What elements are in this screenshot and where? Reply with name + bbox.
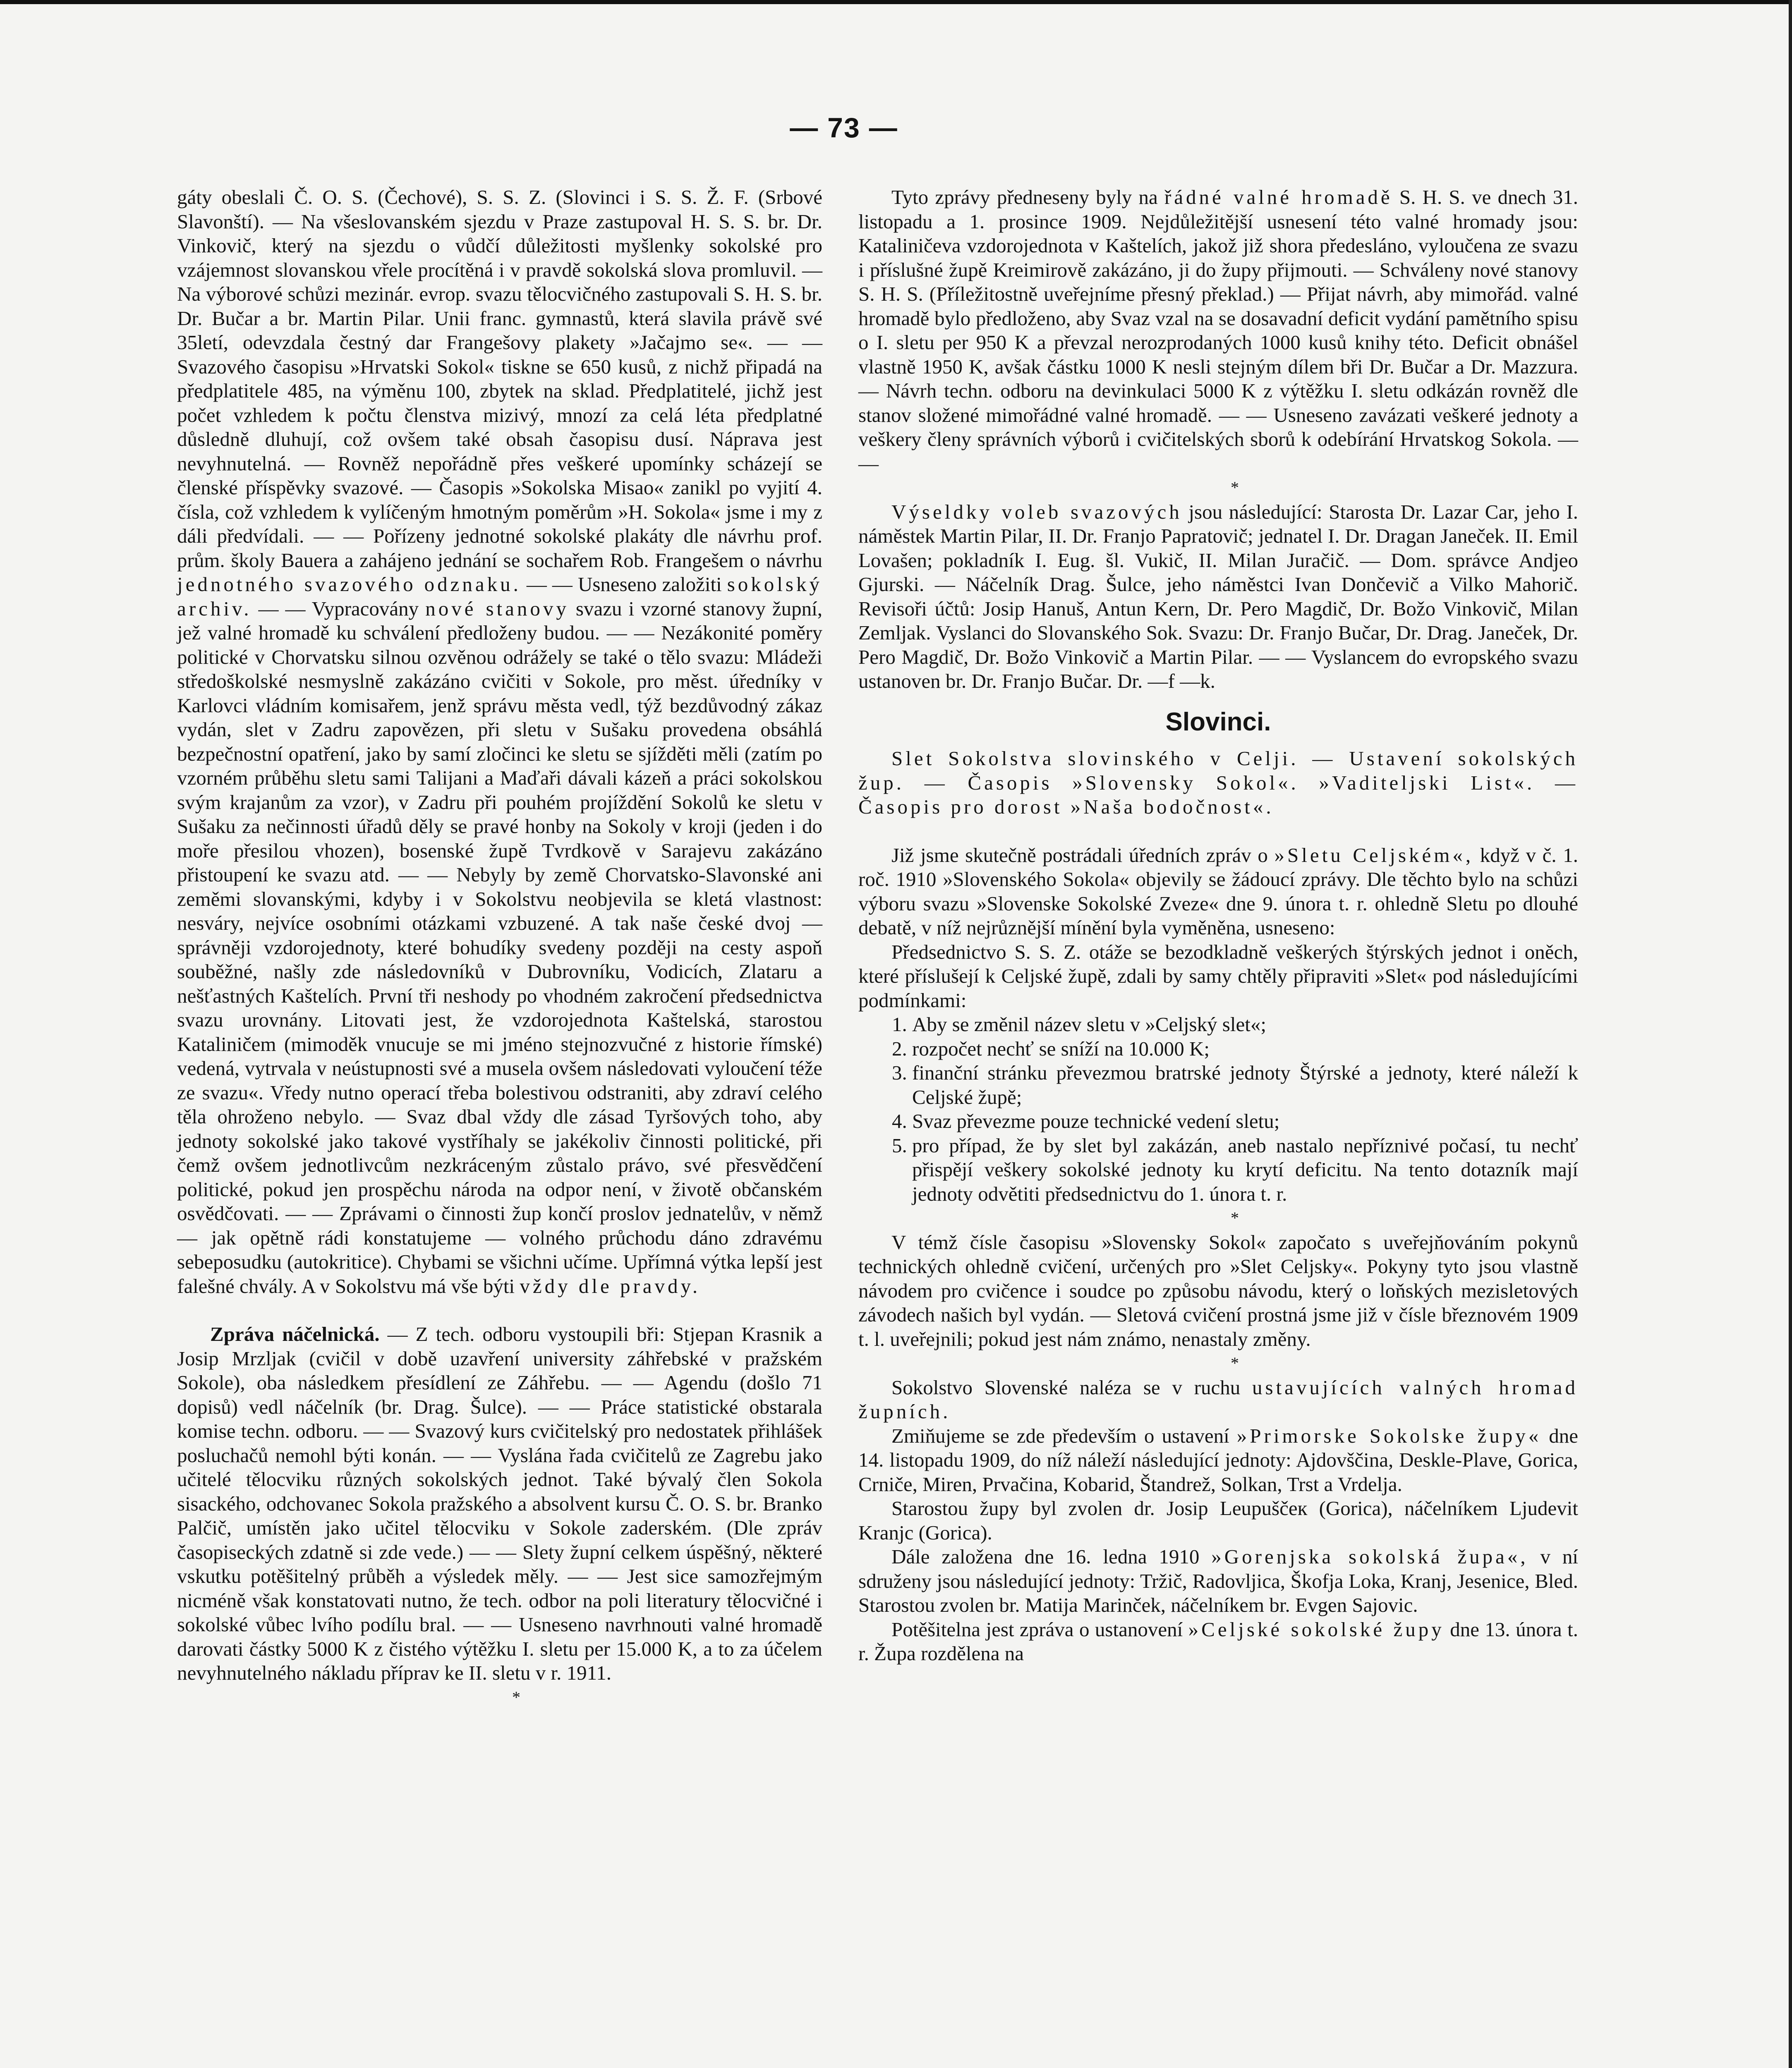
list-item: 4. Svaz převezme pouze technické vedení sletu; [912, 1109, 1578, 1134]
right-paragraph-elections [858, 500, 1578, 694]
separator-asterisk: * [1231, 478, 1239, 497]
text-run: — — Vypracovány [252, 597, 426, 620]
spaced-text: vždy dle pravdy. [520, 1274, 701, 1297]
text-run: — — Usneseno založiti [521, 573, 727, 596]
text-run: Již jsme skutečně postrádali úředních zpráv o [891, 843, 1268, 866]
list-item: 1. Aby se změnil název sletu v »Celjský slet«; [912, 1012, 1578, 1037]
spaced-text: ustavujících valných hromad župních. [858, 1376, 1579, 1423]
spaced-text: »Sletu Celjském«, [1274, 843, 1474, 866]
list-item: 2. rozpočet nechť se sníží na 10.000 K; [912, 1037, 1578, 1061]
text-run: dne 13. února t. r. Župa rozdělena na [858, 1618, 1578, 1665]
right-paragraph-celjska [858, 1618, 1578, 1666]
signature: Dr. —f —k. [1117, 670, 1215, 692]
spaced-text: sokolský archiv. [177, 573, 822, 620]
text-run: Potěšitelna jest zpráva o ustanovení [891, 1618, 1183, 1641]
right-paragraph-1 [858, 185, 1578, 476]
text-run: v ní sdruženy jsou následující jednoty: Tržič, Radovljica, Škofja Loka, Kranj, Jesenice, Bled. Starostou zvolen br. Matija Marinček, náčelníkem br. Evgen Sajovic. [858, 1545, 1579, 1616]
spaced-text: jednotného svazového odznaku. [177, 573, 521, 596]
text-run: gáty obeslali Č. O. S. (Čechové), S. S. Z. (Slovinci i S. S. Ž. F. (Srbové Slavonští). — Na všeslovanském sjezdu v Praze zastupoval H. S. S. br. Dr. Vinkovič, který na sjezdu o vůdčí důležitosti myšlenky sokolské pro vzájemnost slovanskou vřele procítěná i v pravdě sokolská slova promluvil. — Na výborové schůzi mezinár. evrop. svazu tělocvičného zastupovali S. H. S. br. Dr. Bučar a br. Martin Pilar. Unii franc. gymnastů, která slavila právě své 35letí, odevzdala čestný dar Frangešovy plakety »Jačajmo se«. — — Svazového časopisu »Hrvatski Sokol« tiskne se 650 kusů, z nichž připadá na předplatitele 485, na výměnu 100, zbytek na sklad. Předplatitelé, jichž jest počet vzhledem k počtu členstva mizivý, mnozí za celá léta předplatné důsledně dluhují, což ovšem také obsah časopisu dusí. Náprava jest nevyhnutelná. — Rovněž nepořádně přes veškeré upomínky scházejí se členské příspěvky svazové. — Časopis »Sokolska Misao« zanikl po vyjití 4. čísla, což vzhledem k vylíčeným hmotným poměrům »H. Sokola« jsme i my z dáli předvídali. — — Pořízeny jednotné sokolské plakáty dle návrhu prof. prům. školy Bauera a zahájeno jednání se sochařem Rob. Frangešem o návrhu [177, 186, 822, 572]
list-item: 3. finanční stránku převezmou bratrské jednoty Štýrské a jednoty, které náleží k Celjské župě; [912, 1061, 1578, 1109]
text-run: když v č. 1. roč. 1910 »Slovenského Sokola« objevily se žádoucí zprávy. Dle těchto bylo na schůzi výboru svazu »Slovenske Sokolské Zveze« dne 9. února t. r. ohledně Sletu po dlouhé debatě, v níž nejrůznější mínění byla vyměněna, usneseno: [858, 843, 1579, 939]
scan-right-edge [1789, 0, 1792, 2068]
text-run: svazu i vzorné stanovy župní, jež valné hromadě ku schválení předloženy budou. — — Nezákonité poměry politické v Chorvatsku silnou ozvěnou odrážely se také o tělo svazu: Mládeži středoškolské nesmyslně zakázáno cvičiti v Sokole, pro měst. úředníky v Karlovci vládním komisařem, jenž správu města vedl, týž bezdůvodný zákaz vydán, slet v Zadru zapovězen, při sletu v Sušaku provedena obsáhlá bezpečnostní opatření, jako by samí zločinci ke sletu se sjížděti měli (zatím po vzorném průběhu sletu sami Taliјani a Maďaři dávali kázeň a práci sokolskou svým krajanům za vzor), v Zadru při pouhém projíždění Sokolů ke sletu v Sušaku za nečinnosti úřadů děly se pravé honby na Sokoly v kroji (jeden i do moře přesilou vhozen), bosenské župě Tvrdkově v Sarajevu zakázáno přistoupení ke svazu atd. — — Nebyly by země Chorvatsko-Slavonské ani zeměmi slovanskými, kdyby i v Sokolstvu neobjevila se kletá vlastnost: nesváry, nejvíce osobními otázkami vzbuzené. A tak naše české dvoj — správněji vzdorojednoty, které bohudíky svedeny později na cesty aspoň souběžné, našly zde následovníků v Dubrovníku, Vodicích, Zlataru a nešťastných Kaštelích. První tři neshody po vhodném zakročení předsednictva svazu urovnány. Litovati jest, že vzdorojednota Kaštelská, starostou Kataliničem (mimoděk vnucuje se mi jméno stejnozvučné z historie římské) vedená, vytrvala v neústupnosti své a musela ovšem následovati vyloučení téže ze svazu«. Vředy nutno operací třeba bolestivou odstraniti, aby zdraví celého těla ohroženo nebylo. — Svaz dbal vždy dle zásad Tyršových toho, aby jednoty sokolské jako takové vystříhaly se jakékoliv činnosti politické, při čemž ovšem jednotlivcům nezkráceným zůstalo právo, své přesvědčení politické, pokud jen prospěchu národa na odpor není, v životě občanském osvědčovati. — — Zprávami o činnosti žup končí proslov jednatelův, v němž — jak opětně rádi konstatujeme — volného průchodu dáno zdravému sebeposudku (autokritice). Chybami se všichni učíme. Upřímná výtka lepší jest falešné chvály. A v Sokolstvu má vše býti [177, 597, 822, 1297]
spaced-text: řádné valné hromadě [1164, 186, 1393, 208]
section-summary: Slet Sokolstva slovinského v Celji. — Ustavení sokolských žup. — Časopis »Slovensky Sokol«. »Vaditeljski List«. — Časopis pro dorost »Naša bodočnost«. [858, 747, 1578, 818]
right-paragraph-slet [858, 843, 1578, 940]
text-run: Zmiňujeme se zde především o ustavení [891, 1424, 1229, 1447]
page-number: — 73 — [790, 112, 898, 144]
left-paragraph-2 [177, 1322, 822, 1685]
right-paragraph-zupy [858, 1376, 1578, 1424]
separator-asterisk: * [1231, 1354, 1239, 1372]
text-run: Sokolstvo Slovenské naléza se v ruchu [891, 1376, 1241, 1399]
right-paragraph-primorska [858, 1424, 1578, 1497]
section-lead-heading: Zpráva náčelnická. [210, 1323, 380, 1345]
list-item: 5. pro případ, že by slet byl zakázán, aneb nastalo nepříznivé počasí, tu nechť přispějí veškery sokolské jednoty ku krytí deficitu. Na tento dotazník mají jednoty odvětiti předsednictvu do 1. února t. r. [912, 1134, 1578, 1206]
left-column [177, 185, 822, 1709]
spaced-text: »Gorenjska sokolská župa«, [1211, 1545, 1528, 1568]
conditions-list [858, 1012, 1578, 1206]
spaced-text: »Celjské sokolské župy [1188, 1618, 1445, 1641]
right-paragraph-starosta: Starostou župy byl zvolen dr. Josip Leupuščeк (Gorica), náčelníkem Ljudevit Kranjc (Gorica). [858, 1497, 1578, 1544]
spaced-text: nové stanovy [425, 597, 569, 620]
spaced-text: »Primorske Sokolske župy« [1236, 1424, 1542, 1447]
text-run: S. H. S. ve dnech 31. listopadu a 1. prosince 1909. Nejdůležitější usnesení této valné hromady jsou: Kataliničeva vzdorojednota v Kaštelích, jakož již shora předesláno, vyloučena ze svazu i příslušné župě Kreimirově zakázáno, ji do župy přijmouti. — Schváleny nové stanovy S. H. S. (Příležitostně uveřejníme přesný překlad.) — Přijat návrh, aby mimořád. valné hromadě bylo předloženo, aby Svaz vzal na se dosavadní deficit vydání pamětního spisu o I. sletu per 950 K a převzal nerozprodaných 1000 kusů knihy této. Deficit obnášel vlastně 1950 K, avšak částku 1000 K nesli stejným dílem bři Dr. Bučar a Dr. Mazzura. — Návrh techn. odboru na devinkulaci 5000 K z výtěžku I. sletu odkázán rovněž dle stanov složené mimořádné valné hromadě. — — Usneseno zavázati veškeré jednoty a veškery členy správních výborů i cvičitelských sborů k odebírání Hrvatskog Sokola. — — [858, 186, 1579, 475]
right-paragraph-conditions: Předsednictvo S. S. Z. otáže se bezodkladně veškerých štýrských jednot i oněch, které příslušejí k Celjské župě, zdali by samy chtěly připraviti »Slet« pod následujícími podmínkami: [858, 940, 1578, 1012]
text-run: jsou následující: Starosta Dr. Lazar Car, jeho I. náměstek Martin Pilar, II. Dr. Franjo Papratovič; jednatel I. Dr. Dragan Janeček. II. Emil Lovašen; pokladník I. Eug. šl. Vukič, II. Milan Juračič. — Dom. správce Andjeo Gjurski. — Náčelník Drag. Šulce, jeho náměstci Ivan Dončevič a Vilko Mahorič. Revisoři účtů: Josip Hanuš, Antun Kern, Dr. Pero Magdič, Dr. Božo Vinkovič, Milan Zemljak. Vyslanci do Slovanského Sok. Svazu: Dr. Franjo Bučar, Dr. Drag. Janeček, Dr. Pero Magdič, Dr. Božo Vinkovič a Martin Pilar. — — Vyslancem do evropského svazu ustanoven br. Dr. Franjo Bučar. [858, 500, 1579, 692]
right-paragraph-magazine: V témž čísle časopisu »Slovensky Sokol« započato s uveřejňováním pokynů technických ohledně cvičení, určených pro »Slet Celjsky«. Pokyny tyto jsou vlastně návodem pro cvičence i soudce po způsobu návodu, který o loňských mezisletových závodech našich byl vydán. — Sletová cvičení prostná jsme již v čísle březnovém 1909 t. l. uveřejnili; pokud jest nám známo, nenastaly změny. [858, 1230, 1578, 1350]
separator-asterisk: * [1231, 1209, 1239, 1227]
right-paragraph-gorenjska [858, 1545, 1578, 1618]
right-column [858, 185, 1578, 1666]
spaced-text: Výseldky voleb svazových [891, 500, 1182, 523]
text-run: Tyto zprávy předneseny byly na [891, 186, 1158, 208]
bottom-asterisk: * [512, 1687, 520, 1707]
text-run: dne 14. listopadu 1909, do níž náleží následující jednoty: Ajdovščina, Deskle-Plave, Gorica, Crniče, Miren, Prvačina, Kobarid, Štandrež, Solkan, Trst a Vrdelja. [858, 1424, 1578, 1496]
text-run: Dále založena dne 16. ledna 1910 [891, 1545, 1200, 1568]
left-paragraph-1 [177, 185, 822, 1298]
section-heading-slovinci: Slovinci. [1165, 707, 1271, 736]
scan-top-edge [0, 0, 1792, 4]
text-run: — Z tech. odboru vystoupili bři: Stjepan Krasnik a Josip Mrzljak (cvičil v době uzavření university záhřebské v pražském Sokole), oba následkem přesídlení ze Záhřebu. — — Agendu (došlo 71 dopisů) vedl náčelník (br. Drag. Šulce). — — Práce statistické obstarala komise techn. odboru. — — Svazový kurs cvičitelský pro nedostatek přihlášek posluchačů nemohl býti konán. — — Vyslána řada cvičitelů ze Zagrebu jako učitelé tělocviku různých sokolských jednot. Také bývalý člen Sokola sisackého, odchovanec Sokola pražského a absolvent kursu Č. O. S. br. Branko Palčič, umístěn jako učitel tělocviku v Sokole zaderském. (Dle zpráv časopiseckých zdatně si zde vede.) — — Slety župní celkem úspěšný, některé vskutku potěšitelný průběh a výsledek měly. — — Jest sice samozřejmým nicméně však konstatovati nutno, že tech. odbor na poli literatury tělocvičné i sokolské vůbec lvího podílu bral. — — Usneseno navrhnouti valné hromadě darovati částky 5000 K z čistého výtěžku I. sletu per 15.000 K, a to za účelem nevyhnutelného nákladu příprav ke II. sletu v r. 1911. [177, 1323, 822, 1684]
